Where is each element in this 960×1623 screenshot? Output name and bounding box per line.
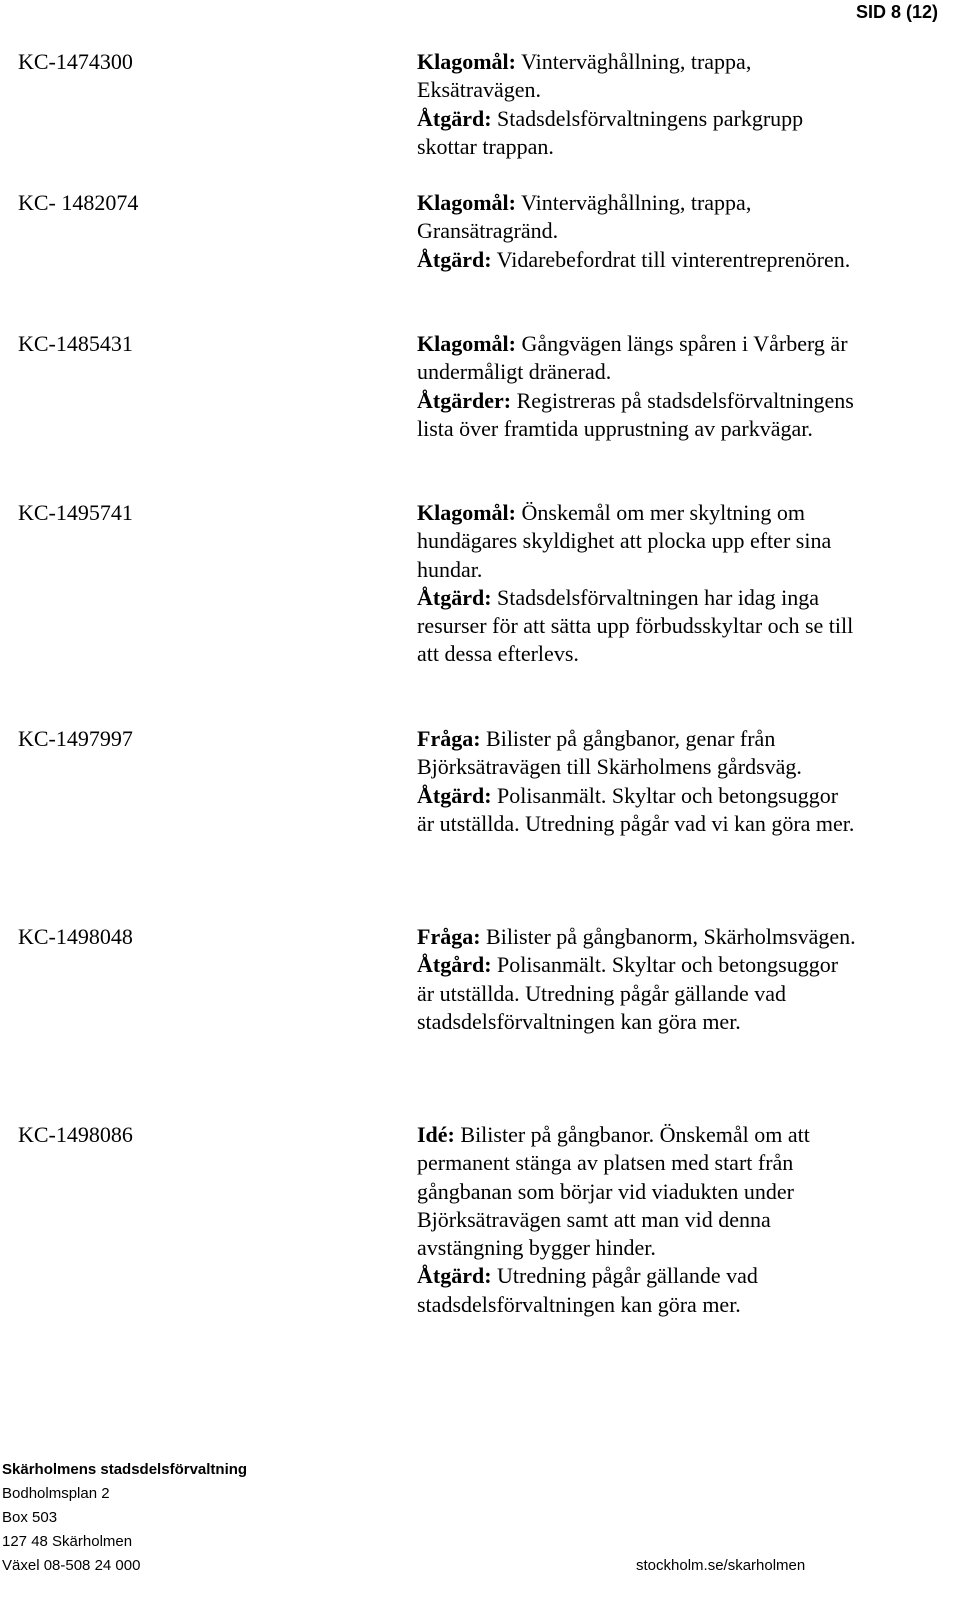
page-number: SID 8 (12) [855,2,938,22]
footer-address-line: Bodholmsplan 2 [2,1485,110,1502]
field-text: Utredning pågår gällande vad stadsdelsförvaltningen kan göra mer. [417,1263,758,1317]
case-id: KC- 1482074 [18,190,139,215]
action-paragraph [417,246,857,274]
field-text: Polisanmält. Skyltar och betongsuggor är utställda. Utredning pågår gällande vad stadsdelsförvaltningen kan göra mer. [417,952,839,1034]
case-id: KC-1485431 [18,331,133,356]
case-description [417,923,857,1036]
case-id: KC-1498086 [18,1122,133,1147]
question-paragraph [417,725,857,782]
field-text: Gångvägen längs spåren i Vårberg är undermåligt dränerad. [417,331,848,385]
action-paragraph [417,105,857,162]
case-description [417,330,857,443]
field-label: Åtgård: [417,952,492,978]
case-id: KC-1474300 [18,49,133,74]
complaint-paragraph [417,499,857,584]
action-paragraph [417,1262,857,1319]
idea-paragraph [417,1121,857,1262]
field-text: Polisanmält. Skyltar och betongsuggor är utställda. Utredning pågår vad vi kan göra mer. [417,782,855,836]
case-id: KC-1498048 [18,924,133,949]
field-text: Vinterväghållning, trappa, Eksätravägen. [417,49,752,103]
case-description [417,725,857,838]
footer-website-link[interactable]: stockholm.se/skarholmen [636,1557,806,1574]
field-label: Klagomål: [417,49,516,74]
complaint-paragraph [417,48,857,105]
field-text: Bilister på gångbanor, genar från Björksätravägen till Skärholmens gårdsväg. [417,726,802,780]
question-paragraph [417,923,857,951]
action-paragraph [417,584,857,669]
complaint-paragraph [417,330,857,387]
field-label: Fråga: [417,726,481,751]
field-label: Åtgärd: [417,584,492,610]
footer-phone: Växel 08-508 24 000 [2,1557,141,1574]
field-text: Stadsdelsförvaltningens parkgrupp skottar trappan. [417,105,804,159]
case-description [417,499,857,669]
field-label: Åtgärd: [417,1263,492,1289]
field-text: Stadsdelsförvaltningen har idag inga resurser för att sätta upp förbudsskyltar och se till att dessa efterlevs. [417,584,854,667]
field-text: Registreras på stadsdelsförvaltningens lista över framtida upprustning av parkvägar. [417,387,854,441]
field-text: Vinterväghållning, trappa, Gransätragränd. [417,190,752,244]
field-label: Klagomål: [417,500,516,525]
complaint-paragraph [417,189,857,246]
action-paragraph [417,387,857,444]
footer-address-block [2,1458,247,1578]
field-label: Klagomål: [417,190,516,215]
field-text: Önskemål om mer skyltning om hundägares skyldighet att plocka upp efter sina hundar. [417,500,832,582]
field-text: Bilister på gångbanor. Önskemål om att permanent stänga av platsen med start från gångbanan som börjar vid viadukten under Björksätravägen samt att man vid denna avstängning bygger hinder. [417,1122,810,1261]
case-description [417,189,857,274]
footer-organization: Skärholmens stadsdelsförvaltning [2,1461,248,1478]
field-label: Åtgärd: [417,105,492,131]
field-label: Åtgärd: [417,782,492,808]
field-text: Bilister på gångbanorm, Skärholmsvägen. [480,924,856,949]
field-label: Åtgärder: [417,387,512,413]
footer-address-line: Box 503 [2,1509,58,1526]
field-label: Fråga: [417,924,481,949]
case-description [417,48,857,161]
action-paragraph [417,782,857,839]
field-label: Klagomål: [417,331,516,356]
action-paragraph [417,951,857,1036]
field-label: Åtgärd: [417,246,492,272]
case-description [417,1121,857,1319]
field-label: Idé: [417,1122,455,1147]
case-id: KC-1497997 [18,726,133,751]
footer-address-line: 127 48 Skärholmen [2,1533,133,1550]
case-id: KC-1495741 [18,500,133,525]
field-text: Vidarebefordrat till vinterentreprenören. [491,246,851,272]
